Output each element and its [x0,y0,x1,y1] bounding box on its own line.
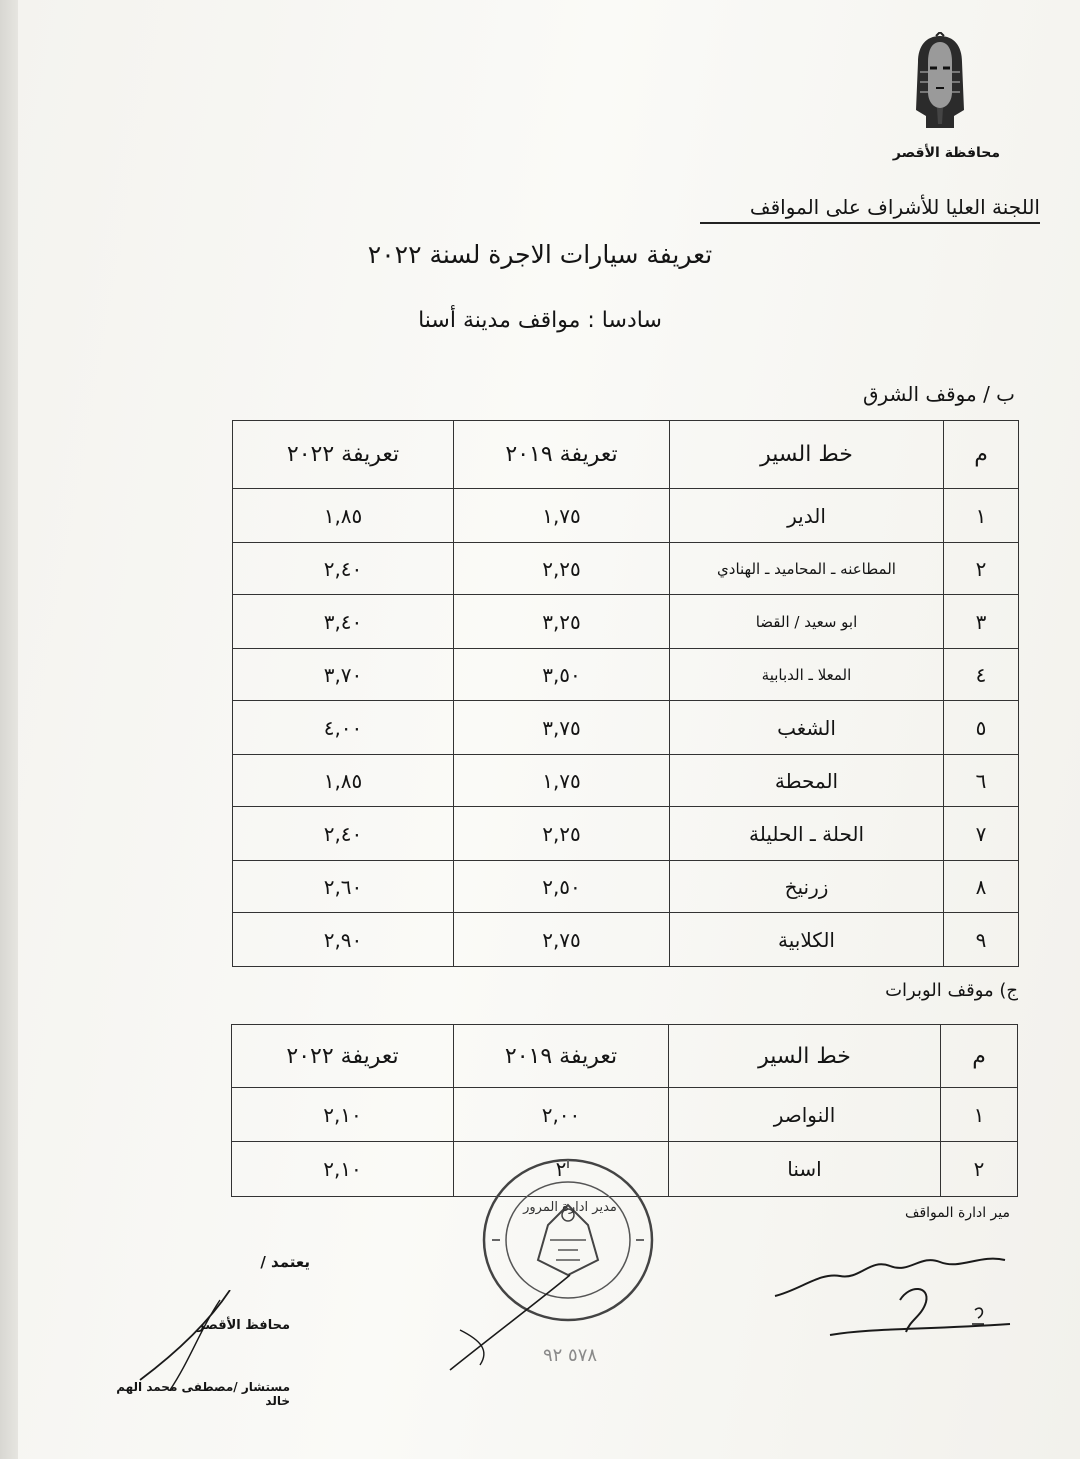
table-row [233,543,1019,595]
section-c-title: ج) موقف الوبرات [885,980,1018,1001]
page-edge-shadow [0,0,18,1459]
tariff-2019: ٣,٧٥ [454,701,670,755]
tariff-2022: ١,٨٥ [233,489,454,543]
row-number: ٩ [944,913,1019,967]
row-number: ٨ [944,861,1019,913]
table-row [233,595,1019,649]
table-header-row [232,1025,1018,1088]
table-row [233,649,1019,701]
row-number: ٦ [944,755,1019,807]
traffic-director-label: مدير ادارة المرور [523,1200,617,1215]
row-number: ٣ [944,595,1019,649]
parking-manager-label: مير ادارة المواقف [904,1205,1010,1221]
stamp-serial-number: ٥٧٨ ٩٢ [542,1345,598,1366]
row-number: ٢ [941,1142,1018,1197]
tariff-2019: ٣,٥٠ [454,649,670,701]
route-name: المعلا ـ الدبابية [670,649,944,701]
tariff-2022: ٢,٦٠ [233,861,454,913]
row-number: ٤ [944,649,1019,701]
tariff-2022: ٢,١٠ [232,1088,454,1142]
row-number: ١ [941,1088,1018,1142]
tariff-2019: ٢,٠٠ [454,1088,669,1142]
tariff-2019: ١,٧٥ [454,755,670,807]
col-header-no: م [944,421,1019,489]
committee-heading: اللجنة العليا للأشراف على المواقف [700,195,1040,224]
tariff-2022: ٣,٧٠ [233,649,454,701]
row-number: ١ [944,489,1019,543]
tariff-2019: ٢,٢٥ [454,543,670,595]
table-row [233,489,1019,543]
route-name: ابو سعيد / القضا [670,595,944,649]
tariff-2019: ٢ [454,1142,669,1197]
governorate-name: محافظة الأقصر [892,145,1000,161]
tariff-2022: ٢,٤٠ [233,807,454,861]
tariff-2019: ١,٧٥ [454,489,670,543]
row-number: ٢ [944,543,1019,595]
route-name: الكلابية [670,913,944,967]
col-header-no: م [941,1025,1018,1088]
col-header-route: خط السير [670,421,944,489]
route-name: الدير [670,489,944,543]
route-name: اسنا [669,1142,941,1197]
col-header-2022: تعريفة ٢٠٢٢ [232,1025,454,1088]
table-row [232,1088,1018,1142]
pharaoh-mask-logo-icon [910,32,970,132]
route-name: المحطة [670,755,944,807]
manager-signature-icon [760,1240,1020,1350]
tariff-2022: ٤,٠٠ [233,701,454,755]
advisor-name: مستشار /مصطفى محمد الهم خالد [116,1380,290,1408]
col-header-2019: تعريفة ٢٠١٩ [454,421,670,489]
tariff-2022: ٢,٤٠ [233,543,454,595]
table-row [233,755,1019,807]
tariff-2019: ٢,٧٥ [454,913,670,967]
route-name: زرنيخ [670,861,944,913]
tariff-2022: ١,٨٥ [233,755,454,807]
route-name: الحلة ـ الحليلة [670,807,944,861]
tariff-2019: ٢,٢٥ [454,807,670,861]
tariff-table-east [232,420,1019,967]
tariff-2022: ٢,٩٠ [233,913,454,967]
tariff-2019: ٣,٢٥ [454,595,670,649]
col-header-route: خط السير [669,1025,941,1088]
tariff-2022: ٣,٤٠ [233,595,454,649]
route-name: النواصر [669,1088,941,1142]
route-name: المطاعنه ـ المحاميد ـ الهنادي [670,543,944,595]
page-title: تعريفة سيارات الاجرة لسنة ٢٠٢٢ [367,240,713,269]
tariff-2019: ٢,٥٠ [454,861,670,913]
table-row [233,913,1019,967]
col-header-2022: تعريفة ٢٠٢٢ [233,421,454,489]
section-b-title: ب / موقف الشرق [863,382,1015,406]
table-row [233,861,1019,913]
table-row [233,701,1019,755]
director-signature-icon [420,1270,580,1380]
col-header-2019: تعريفة ٢٠١٩ [454,1025,669,1088]
governor-title: محافظ الأقصر [197,1318,290,1333]
table-header-row [233,421,1019,489]
row-number: ٥ [944,701,1019,755]
route-name: الشغب [670,701,944,755]
table-row [233,807,1019,861]
approval-label: يعتمد / [260,1253,310,1271]
tariff-2022: ٢,١٠ [232,1142,454,1197]
row-number: ٧ [944,807,1019,861]
page-subtitle: سادسا : مواقف مدينة أسنا [418,308,662,333]
